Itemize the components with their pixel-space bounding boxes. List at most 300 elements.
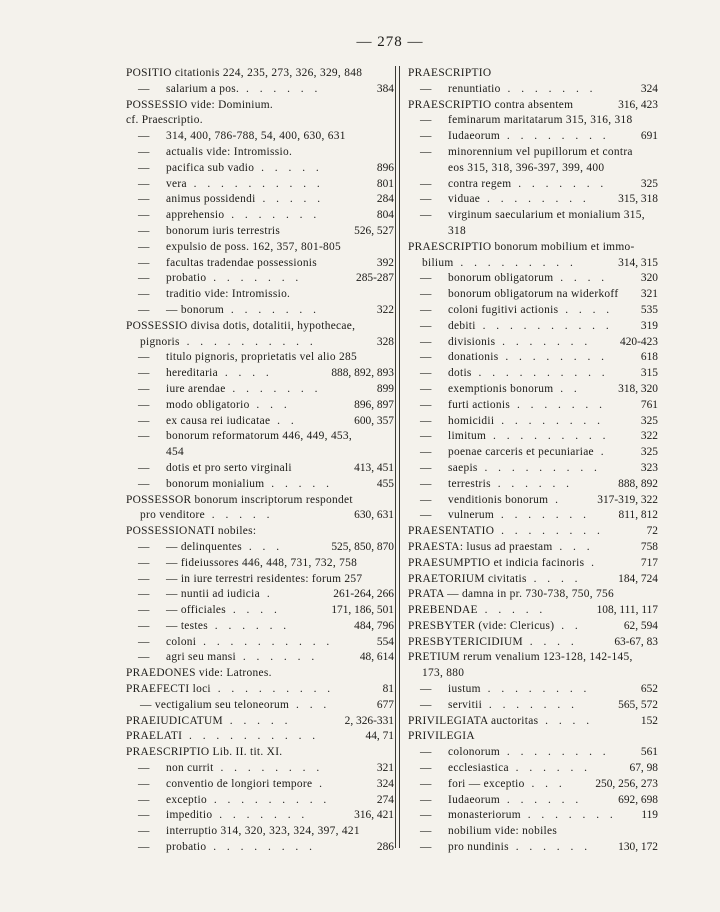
page-reference: 455 <box>373 477 394 493</box>
page-reference: 152 <box>637 714 658 730</box>
entry-text: PRESBYTERICIDIUM <box>408 635 523 648</box>
entry-text: — officiales <box>166 604 227 617</box>
entry-text: pro venditore <box>140 509 205 522</box>
index-entry <box>408 177 658 193</box>
leader-dots: . . . . . . . . <box>494 414 604 427</box>
entry-text: ex causa rei iudicatae <box>166 414 271 427</box>
leader-dots: . . . <box>524 777 566 790</box>
leader-dots: . . . . . . . . <box>213 762 324 775</box>
leader-dots: . . <box>553 382 581 395</box>
leader-dots: . . . . . . . <box>500 82 597 95</box>
leader-dots: . . . . . . . . . <box>210 683 335 696</box>
page-reference: 62, 594 <box>620 619 658 635</box>
repeat-dash: — <box>420 367 432 380</box>
repeat-dash: — <box>138 414 150 427</box>
leader-dots: . . . . . . . . . . <box>196 635 334 648</box>
leader-dots: . . . . . . . <box>482 698 578 711</box>
index-entry <box>408 271 658 287</box>
index-entry <box>408 824 658 840</box>
page-reference: 384 <box>373 82 394 98</box>
page-reference: 130, 172 <box>614 840 658 856</box>
entry-text: PRAESTA: lusus ad praestam <box>408 540 553 553</box>
index-column-right <box>408 66 658 856</box>
entry-text: titulo pignoris, proprietatis vel alio 285 <box>166 351 358 364</box>
entry-text: Iudaeorum <box>448 130 501 143</box>
page-reference: 420-423 <box>616 335 658 351</box>
repeat-dash: — <box>420 793 432 806</box>
index-entry <box>126 698 394 714</box>
repeat-dash: — <box>420 430 432 443</box>
entry-text: non currit <box>166 762 214 775</box>
index-entry <box>126 66 394 82</box>
index-entry <box>126 635 394 651</box>
index-entry <box>408 508 658 524</box>
index-entry <box>408 493 658 509</box>
page-reference: 314, 315 <box>614 256 658 272</box>
index-entry <box>126 493 394 509</box>
leader-dots: . . . . . . . <box>520 809 617 822</box>
entry-text: — testes <box>166 619 208 632</box>
page-reference: 804 <box>373 208 394 224</box>
entry-text: PRAEFECTI loci <box>126 683 211 696</box>
repeat-dash: — <box>420 493 432 506</box>
repeat-dash: — <box>138 303 150 316</box>
index-entry <box>126 540 394 556</box>
leader-dots: . . . . . . . <box>495 335 592 348</box>
page-reference: 274 <box>373 793 394 809</box>
page-reference: 322 <box>373 303 394 319</box>
page-reference: 554 <box>373 635 394 651</box>
page-reference: 618 <box>637 350 658 366</box>
entry-text: PRAEDONES vide: Latrones. <box>126 667 272 680</box>
entry-text: PRAETORIUM civitatis <box>408 572 527 585</box>
entry-text: iustum <box>448 683 481 696</box>
index-entry <box>126 224 394 240</box>
index-entry <box>126 650 394 666</box>
index-entry <box>408 398 658 414</box>
entry-text: virginum saecularium et monialium 315, <box>448 209 645 222</box>
page-reference: 250, 256, 273 <box>591 777 658 793</box>
leader-dots: . . . . . . . <box>511 177 608 190</box>
page-reference: 316, 423 <box>614 98 658 114</box>
index-entry <box>126 824 394 840</box>
repeat-dash: — <box>138 477 150 490</box>
page-reference: 324 <box>637 82 658 98</box>
entry-text: contra regem <box>448 177 512 190</box>
index-entry <box>408 129 658 145</box>
index-entry <box>126 508 394 524</box>
index-entry <box>408 682 658 698</box>
page-reference: 321 <box>373 761 394 777</box>
leader-dots: . . . . . . . . . <box>477 461 601 474</box>
entry-text: feminarum maritatarum 315, 316, 318 <box>448 114 633 127</box>
index-entry <box>126 524 394 540</box>
index-entry <box>126 477 394 493</box>
leader-dots: . . <box>554 619 582 632</box>
entry-text: divisionis <box>448 335 496 348</box>
entry-text: bonorum obligatorum na widerkoff <box>448 288 619 301</box>
index-entry <box>126 666 394 682</box>
index-entry <box>126 287 394 303</box>
repeat-dash: — <box>138 825 150 838</box>
leader-dots: . . . . . . . . . . <box>471 367 609 380</box>
page-reference: 328 <box>373 335 394 351</box>
repeat-dash: — <box>420 177 432 190</box>
leader-dots: . . . <box>249 398 291 411</box>
repeat-dash: — <box>420 698 432 711</box>
leader-dots: . . . . . . . . . . <box>179 335 317 348</box>
repeat-dash: — <box>138 130 150 143</box>
repeat-dash: — <box>138 209 150 222</box>
leader-dots: . . . . . . . <box>224 303 320 316</box>
index-entry <box>126 556 394 572</box>
leader-dots: . . . . <box>526 572 582 585</box>
index-entry <box>126 192 394 208</box>
entry-text: apprehensio <box>166 209 225 222</box>
index-entry <box>126 113 394 129</box>
index-entry <box>126 461 394 477</box>
repeat-dash: — <box>138 161 150 174</box>
index-entry <box>126 256 394 272</box>
leader-dots: . . . . . . . . . <box>453 256 577 269</box>
index-entry <box>126 335 394 351</box>
entry-text: limitum <box>448 430 487 443</box>
index-entry <box>408 366 658 382</box>
index-entry <box>408 777 658 793</box>
index-entry <box>126 619 394 635</box>
repeat-dash: — <box>420 351 432 364</box>
leader-dots: . . . . . . . . <box>500 746 610 759</box>
entry-text: traditio vide: Intromissio. <box>166 288 291 301</box>
index-entry <box>408 745 658 761</box>
page-reference: 286 <box>373 840 394 856</box>
repeat-dash: — <box>420 82 432 95</box>
index-entry <box>408 698 658 714</box>
page-reference: 392 <box>373 256 394 272</box>
page-reference: 691 <box>637 129 658 145</box>
leader-dots: . . . . <box>226 604 281 617</box>
page-reference: 319 <box>637 319 658 335</box>
leader-dots: . . . . . . . . <box>500 130 610 143</box>
index-entry <box>408 382 658 398</box>
entry-text: 318 <box>448 224 466 237</box>
entry-text: venditionis bonorum <box>448 493 549 506</box>
repeat-dash: — <box>420 288 432 301</box>
leader-dots: . . . . . . . . . . <box>182 730 320 743</box>
leader-dots: . . . . . . . . <box>498 351 609 364</box>
entry-text: bonorum reformatorum 446, 449, 453, <box>166 430 353 443</box>
page-reference: 761 <box>637 398 658 414</box>
entry-text: vera <box>166 177 187 190</box>
index-entry <box>126 761 394 777</box>
entry-text: PRAESUMPTIO et indicia facinoris <box>408 556 585 569</box>
leader-dots: . . . . . . . . . <box>206 793 331 806</box>
entry-text: expulsio de poss. 162, 357, 801-805 <box>166 240 342 253</box>
entry-text: salarium a pos. <box>166 82 240 95</box>
page-reference: 801 <box>373 177 394 193</box>
repeat-dash: — <box>420 272 432 285</box>
repeat-dash: — <box>138 540 150 553</box>
leader-dots: . <box>593 446 608 459</box>
index-column-left <box>126 66 394 856</box>
entry-text: cf. Praescriptio. <box>126 114 203 127</box>
repeat-dash: — <box>138 793 150 806</box>
leader-dots: . . . . . . . . . . <box>186 177 324 190</box>
entry-text: pro nundinis <box>448 841 509 854</box>
page-reference: 717 <box>637 556 658 572</box>
entry-text: monasteriorum <box>448 809 521 822</box>
page-reference: 316, 421 <box>350 808 394 824</box>
index-entry <box>408 208 658 224</box>
page-reference: 630, 631 <box>350 508 394 524</box>
leader-dots: . . . . . . . <box>494 509 590 522</box>
entry-text: POSSESSIO vide: Dominium. <box>126 98 274 111</box>
index-entry <box>126 98 394 114</box>
entry-text: PRESBYTER (vide: Clericus) <box>408 619 555 632</box>
index-entry <box>408 445 658 461</box>
repeat-dash: — <box>138 461 150 474</box>
page-reference: 171, 186, 501 <box>327 603 394 619</box>
leader-dots: . . . . . <box>255 193 325 206</box>
index-entry <box>126 682 394 698</box>
leader-dots: . . . . . . . . <box>480 683 591 696</box>
page-reference: 652 <box>637 682 658 698</box>
repeat-dash: — <box>420 193 432 206</box>
index-entry <box>408 808 658 824</box>
page-reference: 526, 527 <box>350 224 394 240</box>
page-reference: 67, 98 <box>626 761 658 777</box>
index-entry <box>126 129 394 145</box>
entry-text: debiti <box>448 319 476 332</box>
entry-text: facultas tradendae possessionis <box>166 256 318 269</box>
leader-dots: . . . . . . <box>239 82 322 95</box>
leader-dots: . . . . . . <box>508 762 591 775</box>
entry-text: renuntiatio <box>448 82 501 95</box>
index-entry <box>408 587 658 603</box>
repeat-dash: — <box>420 477 432 490</box>
leader-dots: . <box>312 777 327 790</box>
leader-dots: . . . . . <box>264 477 333 490</box>
entry-text: PRAESCRIPTIO bonorum mobilium et immo- <box>408 240 635 253</box>
entry-text: viduae <box>448 193 481 206</box>
index-entry <box>126 145 394 161</box>
leader-dots: . . . . <box>558 303 614 316</box>
page-reference: 896, 897 <box>350 398 394 414</box>
repeat-dash: — <box>420 841 432 854</box>
page-reference: 318, 320 <box>614 382 658 398</box>
page-reference: 535 <box>637 303 658 319</box>
repeat-dash: — <box>138 382 150 395</box>
index-entry <box>126 414 394 430</box>
entry-text: dotis <box>448 367 472 380</box>
index-entry <box>126 729 394 745</box>
leader-dots: . . . . . . <box>500 793 583 806</box>
leader-dots: . . . . . . . . . . <box>475 319 613 332</box>
entry-text: nobilium vide: nobiles <box>448 825 558 838</box>
repeat-dash: — <box>420 382 432 395</box>
entry-text: minorennium vel pupillorum et contra <box>448 145 633 158</box>
index-entry <box>408 729 658 745</box>
index-entry <box>126 445 394 461</box>
repeat-dash: — <box>138 604 150 617</box>
repeat-dash: — <box>420 303 432 316</box>
repeat-dash: — <box>420 114 432 127</box>
entry-text: poenae carceris et pecuniariae <box>448 446 594 459</box>
index-entry <box>126 840 394 856</box>
index-entry <box>126 793 394 809</box>
entry-text: bonorum monialium <box>166 477 265 490</box>
page-reference: 284 <box>373 192 394 208</box>
leader-dots: . . . . . . . . <box>206 841 316 854</box>
index-entry <box>408 82 658 98</box>
entry-text: coloni <box>166 635 197 648</box>
entry-text: eos 315, 318, 396-397, 399, 400 <box>448 161 605 174</box>
index-entry <box>408 635 658 651</box>
repeat-dash: — <box>420 130 432 143</box>
entry-text: donationis <box>448 351 499 364</box>
index-entry <box>408 840 658 856</box>
leader-dots: . . . . . <box>477 604 547 617</box>
entry-text: PRAEIUDICATUM <box>126 714 223 727</box>
entry-text: homicidii <box>448 414 495 427</box>
index-entry <box>408 192 658 208</box>
index-entry <box>408 603 658 619</box>
page-reference: 325 <box>637 414 658 430</box>
repeat-dash: — <box>138 777 150 790</box>
page-reference: 600, 357 <box>350 414 394 430</box>
repeat-dash: — <box>420 461 432 474</box>
leader-dots: . . . . . . <box>490 477 574 490</box>
page-reference: 323 <box>637 461 658 477</box>
leader-dots: . . . . <box>522 635 578 648</box>
page-reference: 261-264, 266 <box>329 587 394 603</box>
entry-text: PRAESENTATIO <box>408 525 495 538</box>
page-reference: 896 <box>373 161 394 177</box>
entry-text: POSSESSIONATI nobiles: <box>126 525 257 538</box>
repeat-dash: — <box>138 177 150 190</box>
leader-dots: . . . . . . . <box>212 809 309 822</box>
entry-text: pacifica sub vadio <box>166 161 255 174</box>
page-reference: 413, 451 <box>350 461 394 477</box>
entry-text: Iudaeorum <box>448 793 501 806</box>
entry-text: 314, 400, 786-788, 54, 400, 630, 631 <box>166 130 346 143</box>
leader-dots: . . . . . <box>254 161 323 174</box>
page-reference: 325 <box>637 445 658 461</box>
entry-text: PRIVILEGIA <box>408 730 475 743</box>
page-reference: 315, 318 <box>614 192 658 208</box>
repeat-dash: — <box>138 272 150 285</box>
page-reference: 81 <box>379 682 394 698</box>
leader-dots: . . . . . . . . <box>480 193 590 206</box>
page-reference: 108, 111, 117 <box>593 603 658 619</box>
entry-text: — vectigalium seu teloneorum <box>140 698 290 711</box>
index-entry <box>126 398 394 414</box>
leader-dots: . . . <box>289 698 331 711</box>
index-entry <box>408 256 658 272</box>
entry-text: — delinquentes <box>166 540 243 553</box>
entry-text: interruptio 314, 320, 323, 324, 397, 421 <box>166 825 360 838</box>
repeat-dash: — <box>420 414 432 427</box>
leader-dots: . . . . . . . <box>206 272 303 285</box>
repeat-dash: — <box>138 572 150 585</box>
entry-text: PRIVILEGIATA auctoritas <box>408 714 539 727</box>
index-entry <box>408 572 658 588</box>
index-entry <box>408 429 658 445</box>
repeat-dash: — <box>420 777 432 790</box>
repeat-dash: — <box>138 288 150 301</box>
entry-text: modo obligatorio <box>166 398 250 411</box>
entry-text: PRAESCRIPTIO contra absentem <box>408 98 574 111</box>
index-entry <box>408 619 658 635</box>
index-entry <box>126 271 394 287</box>
index-entry <box>126 177 394 193</box>
entry-text: probatio <box>166 841 207 854</box>
leader-dots: . . . . . . . . . <box>486 430 610 443</box>
repeat-dash: — <box>138 256 150 269</box>
repeat-dash: — <box>138 145 150 158</box>
page-reference: 63-67, 83 <box>610 635 658 651</box>
entry-text: animus possidendi <box>166 193 256 206</box>
index-entry <box>126 240 394 256</box>
repeat-dash: — <box>420 509 432 522</box>
entry-text: fori — exceptio <box>448 777 525 790</box>
entry-text: probatio <box>166 272 207 285</box>
page-reference: 484, 796 <box>350 619 394 635</box>
repeat-dash: — <box>138 619 150 632</box>
leader-dots: . . . . <box>553 272 609 285</box>
page-reference: 317-319, 322 <box>593 493 658 509</box>
leader-dots: . . . . <box>218 367 273 380</box>
index-entry <box>126 208 394 224</box>
index-entry <box>408 98 658 114</box>
leader-dots: . . . . . . . <box>225 382 322 395</box>
repeat-dash: — <box>138 556 150 569</box>
entry-text: — bonorum <box>166 303 225 316</box>
repeat-dash: — <box>420 209 432 222</box>
page-reference: 677 <box>373 698 394 714</box>
page-reference: 888, 892, 893 <box>327 366 394 382</box>
index-entry <box>408 240 658 256</box>
page-reference: 2, 326-331 <box>341 714 394 730</box>
repeat-dash: — <box>420 145 432 158</box>
column-divider <box>395 66 400 848</box>
page-reference: 561 <box>637 745 658 761</box>
leader-dots: . . . . . . . . <box>494 525 604 538</box>
leader-dots: . . . . . . <box>508 841 592 854</box>
index-entry <box>408 414 658 430</box>
index-entry <box>126 777 394 793</box>
entry-text: saepis <box>448 461 478 474</box>
index-entry <box>408 793 658 809</box>
entry-text: — in iure terrestri residentes: forum 257 <box>166 572 363 585</box>
page-reference: 72 <box>643 524 658 540</box>
entry-text: coloni fugitivi actionis <box>448 303 559 316</box>
entry-text: PRAESCRIPTIO <box>408 67 492 79</box>
entry-text: 173, 880 <box>422 667 465 680</box>
index-entry <box>126 572 394 588</box>
leader-dots: . <box>259 588 274 601</box>
repeat-dash: — <box>138 351 150 364</box>
entry-text: vulnerum <box>448 509 495 522</box>
entry-text: conventio de longiori tempore <box>166 777 313 790</box>
page-reference: 811, 812 <box>615 508 658 524</box>
repeat-dash: — <box>138 635 150 648</box>
entry-text: servitii <box>448 698 483 711</box>
entry-text: bonorum iuris terrestris <box>166 224 281 237</box>
entry-text: bonorum obligatorum <box>448 272 554 285</box>
index-entry <box>408 113 658 129</box>
repeat-dash: — <box>420 809 432 822</box>
